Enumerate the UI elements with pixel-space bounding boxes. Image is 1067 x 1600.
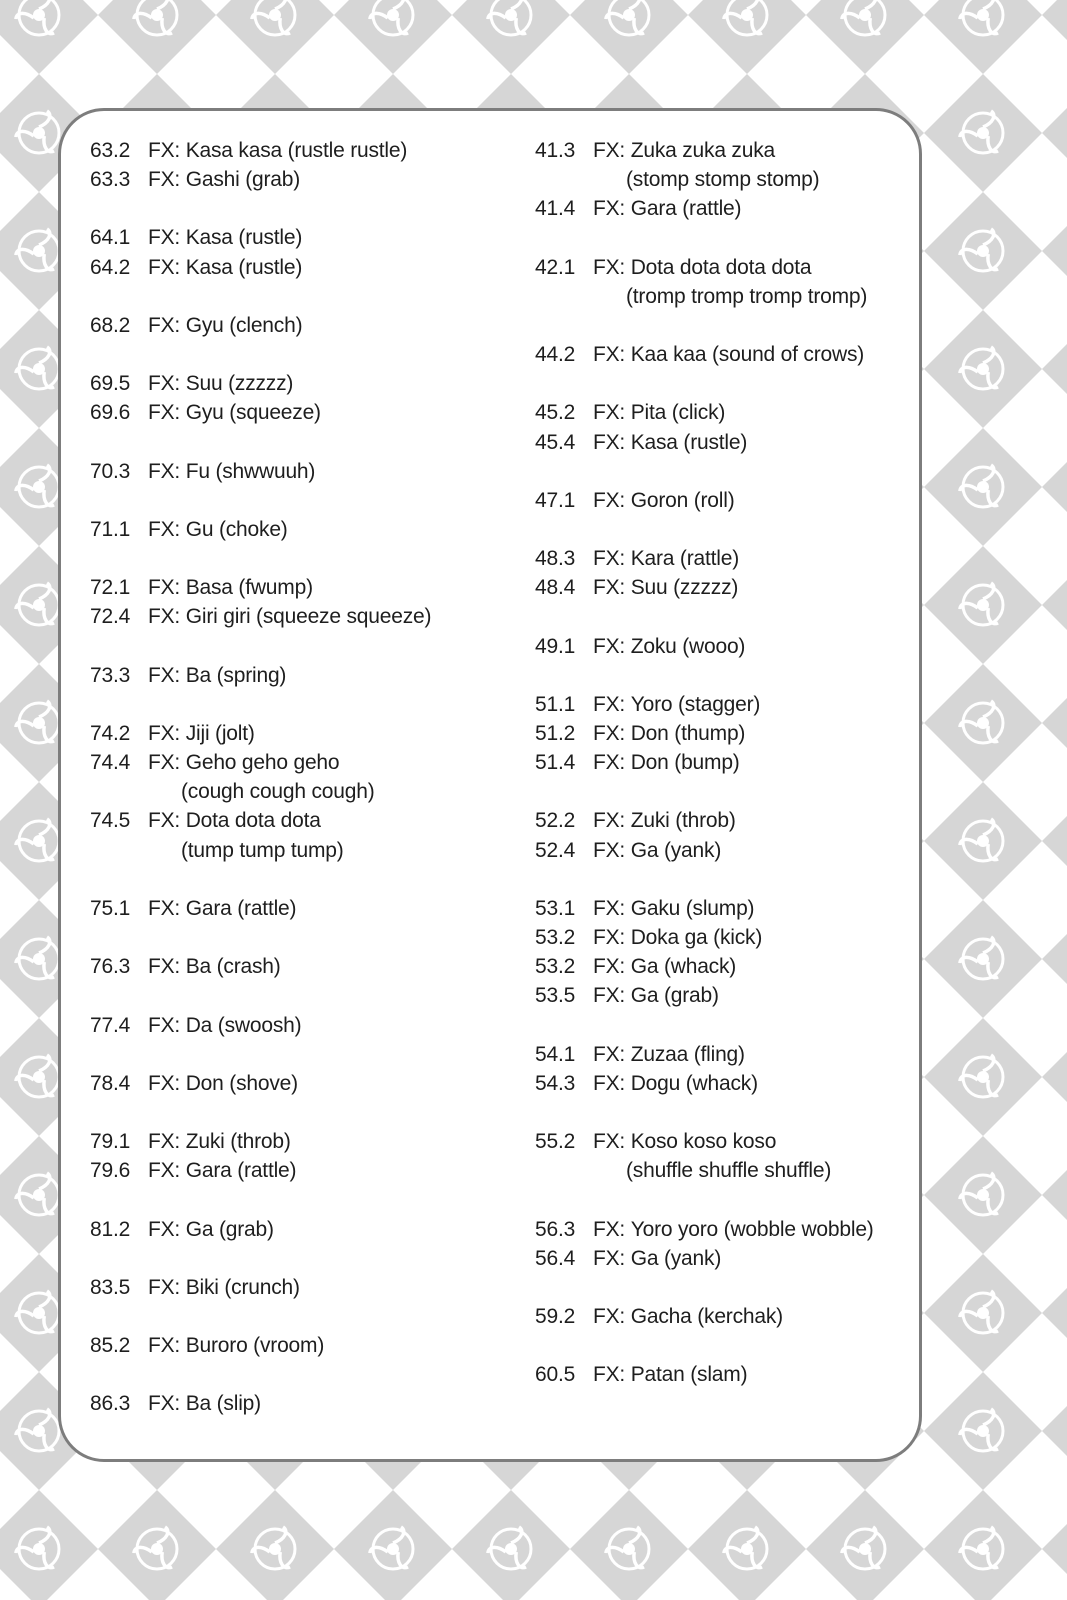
fx-sound: Suu (zzzzz) (630, 576, 739, 600)
fx-prefix: FX: (148, 663, 181, 687)
fx-text (593, 1040, 745, 1069)
fx-sound: Giri giri (squeeze squeeze) (185, 605, 432, 629)
fx-entry (90, 1273, 431, 1302)
page-panel-ref: 64.1 (90, 226, 131, 250)
fx-entry (535, 1215, 874, 1244)
fx-entry (90, 1215, 431, 1244)
fx-entry-continuation (90, 836, 431, 865)
fx-text (593, 632, 745, 661)
fx-prefix: FX: (593, 547, 626, 571)
fx-sound: Don (shove) (185, 1071, 298, 1095)
page-panel-ref: 51.1 (535, 692, 576, 716)
fx-entry (535, 923, 874, 952)
fx-text (593, 253, 811, 282)
group-spacer (535, 777, 874, 806)
fx-prefix: FX: (593, 1042, 626, 1066)
fx-text (148, 894, 296, 923)
fx-sound: Suu (zzzzz) (185, 372, 294, 396)
group-spacer (535, 369, 874, 398)
fx-entry (90, 515, 431, 544)
fx-text (593, 1360, 747, 1389)
group-spacer (535, 1098, 874, 1127)
fx-text (148, 136, 407, 165)
fx-sound: Kasa (rustle) (185, 255, 303, 279)
fx-sound: Gyu (clench) (185, 313, 303, 337)
fx-prefix: FX: (148, 168, 181, 192)
fx-text (148, 253, 302, 282)
page-panel-ref: 41.3 (535, 139, 576, 162)
fx-entry (90, 1156, 431, 1185)
fx-text (593, 894, 754, 923)
fx-prefix: FX: (593, 255, 626, 279)
fx-sound: Goron (roll) (630, 488, 735, 512)
fx-sound: Ba (crash) (185, 955, 281, 979)
fx-text (148, 661, 286, 690)
fx-sound: Yoro yoro (wobble wobble) (630, 1217, 874, 1241)
fx-entry (535, 1302, 874, 1331)
fx-sound: Pita (click) (630, 401, 726, 425)
fx-sound: Kara (rattle) (630, 547, 739, 571)
page-panel-ref: 74.2 (90, 722, 131, 745)
fx-entry (535, 253, 874, 282)
fx-text (593, 952, 736, 981)
group-spacer (535, 223, 874, 252)
fx-prefix: FX: (148, 722, 181, 745)
fx-prefix: FX: (593, 984, 626, 1008)
page-panel-ref: 45.2 (535, 401, 576, 425)
fx-prefix: FX: (148, 139, 181, 162)
fx-prefix: FX: (593, 722, 626, 746)
fx-sound: Dogu (whack) (630, 1071, 758, 1095)
page-panel-ref: 52.2 (535, 809, 576, 833)
fx-entry-continuation (535, 282, 874, 311)
fx-text (593, 1215, 874, 1244)
fx-translation-continued: (cough cough cough) (181, 780, 375, 804)
fx-sound: Geho geho geho (185, 751, 340, 775)
fx-text (148, 1331, 324, 1360)
group-spacer (90, 1185, 431, 1214)
page-panel-ref: 53.2 (535, 955, 576, 979)
fx-sound: Da (swoosh) (185, 1013, 302, 1037)
page-panel-ref: 53.5 (535, 984, 576, 1008)
group-spacer (90, 1098, 431, 1127)
group-spacer (535, 457, 874, 486)
fx-sound: Gashi (grab) (185, 168, 301, 192)
fx-prefix: FX: (593, 692, 626, 716)
fx-text (148, 573, 313, 602)
fx-text (148, 1011, 301, 1040)
fx-column-left (90, 136, 431, 1419)
fx-entry (90, 1127, 431, 1156)
page-panel-ref: 45.4 (535, 430, 576, 454)
fx-prefix: FX: (148, 1334, 181, 1358)
fx-sound: Don (bump) (630, 751, 740, 775)
fx-entry (90, 457, 431, 486)
fx-prefix: FX: (593, 1130, 626, 1154)
fx-prefix: FX: (593, 343, 626, 367)
fx-prefix: FX: (148, 1071, 181, 1095)
fx-prefix: FX: (593, 955, 626, 979)
fx-entry-continuation (90, 777, 431, 806)
fx-text (593, 923, 762, 952)
group-spacer (90, 194, 431, 223)
group-spacer (90, 428, 431, 457)
page-panel-ref: 41.4 (535, 197, 576, 221)
page-panel-ref: 69.6 (90, 401, 131, 425)
group-spacer (535, 865, 874, 894)
fx-sound: Fu (shwwuuh) (185, 459, 316, 483)
fx-text (593, 136, 775, 165)
fx-entry (535, 1360, 874, 1389)
fx-sound: Gacha (kerchak) (630, 1305, 783, 1329)
group-spacer (90, 1040, 431, 1069)
fx-text (148, 719, 255, 748)
fx-sound: Ga (whack) (630, 955, 737, 979)
fx-prefix: FX: (148, 1159, 181, 1183)
fx-text (148, 398, 321, 427)
fx-text (148, 1389, 261, 1418)
fx-text (148, 223, 302, 252)
fx-prefix: FX: (593, 488, 626, 512)
fx-sound: Ga (grab) (185, 1217, 274, 1241)
fx-text (148, 1069, 298, 1098)
fx-entry (535, 1069, 874, 1098)
group-spacer (90, 1302, 431, 1331)
fx-entry (535, 719, 874, 748)
fx-prefix: FX: (593, 896, 626, 920)
fx-text (593, 544, 739, 573)
fx-sound: Kasa kasa (rustle rustle) (185, 139, 408, 162)
fx-sound: Koso koso koso (630, 1130, 777, 1154)
fx-prefix: FX: (148, 809, 181, 833)
fx-text (148, 748, 339, 777)
fx-translation-continued: (tromp tromp tromp tromp) (626, 284, 868, 308)
page-panel-ref: 74.4 (90, 751, 131, 775)
fx-text (593, 806, 736, 835)
fx-text (593, 836, 721, 865)
fx-sound: Zuki (throb) (185, 1130, 291, 1154)
fx-sound: Basa (fwump) (185, 576, 313, 600)
fx-sound: Gara (rattle) (185, 1159, 297, 1183)
fx-sound: Dota dota dota dota (630, 255, 812, 279)
fx-sound: Gara (rattle) (185, 896, 297, 920)
fx-entry (535, 836, 874, 865)
page-panel-ref: 51.2 (535, 722, 576, 746)
page-panel-ref: 48.4 (535, 576, 576, 600)
fx-prefix: FX: (148, 226, 181, 250)
page-panel-ref: 79.6 (90, 1159, 131, 1183)
fx-sound: Ga (grab) (630, 984, 719, 1008)
page-panel-ref: 73.3 (90, 663, 131, 687)
page-panel-ref: 56.4 (535, 1246, 576, 1270)
page-panel-ref: 86.3 (90, 1392, 131, 1416)
fx-sound: Buroro (vroom) (185, 1334, 325, 1358)
page-panel-ref: 60.5 (535, 1363, 576, 1387)
page-panel-ref: 64.2 (90, 255, 131, 279)
fx-sound: Gu (choke) (185, 517, 288, 541)
page-panel-ref: 52.4 (535, 838, 576, 862)
fx-entry (90, 952, 431, 981)
fx-text (593, 719, 745, 748)
fx-prefix: FX: (148, 1013, 181, 1037)
fx-text (148, 1273, 300, 1302)
group-spacer (90, 1360, 431, 1389)
fx-text (148, 311, 302, 340)
fx-entry (90, 748, 431, 777)
fx-prefix: FX: (593, 751, 626, 775)
fx-text (593, 428, 747, 457)
fx-translation-continued: (tump tump tump) (181, 838, 344, 862)
page-panel-ref: 72.1 (90, 576, 131, 600)
fx-entry (535, 632, 874, 661)
group-spacer (535, 661, 874, 690)
group-spacer (535, 1331, 874, 1360)
group-spacer (90, 1244, 431, 1273)
fx-entry (90, 719, 431, 748)
fx-entry (535, 1244, 874, 1273)
page-panel-ref: 75.1 (90, 896, 131, 920)
group-spacer (535, 1011, 874, 1040)
fx-sound: Zuki (throb) (630, 809, 736, 833)
fx-prefix: FX: (593, 576, 626, 600)
fx-entry (535, 690, 874, 719)
fx-prefix: FX: (593, 1305, 626, 1329)
group-spacer (90, 340, 431, 369)
fx-prefix: FX: (148, 313, 181, 337)
fx-entry (90, 894, 431, 923)
fx-prefix: FX: (148, 459, 181, 483)
fx-text (593, 573, 738, 602)
page-panel-ref: 79.1 (90, 1130, 131, 1154)
page-panel-ref: 53.1 (535, 896, 576, 920)
fx-prefix: FX: (148, 372, 181, 396)
group-spacer (90, 632, 431, 661)
page-panel-ref: 47.1 (535, 488, 576, 512)
fx-sound: Don (thump) (630, 722, 746, 746)
fx-prefix: FX: (593, 1071, 626, 1095)
page-panel-ref: 54.3 (535, 1071, 576, 1095)
fx-sound: Doka ga (kick) (630, 926, 763, 950)
fx-text (593, 194, 741, 223)
fx-text (148, 457, 315, 486)
fx-prefix: FX: (148, 1275, 181, 1299)
page-panel-ref: 54.1 (535, 1042, 576, 1066)
page-panel-ref: 55.2 (535, 1130, 576, 1154)
fx-text (593, 1302, 783, 1331)
fx-entry (90, 223, 431, 252)
fx-prefix: FX: (148, 1217, 181, 1241)
fx-entry (90, 661, 431, 690)
page-panel-ref: 49.1 (535, 634, 576, 658)
page-panel-ref: 71.1 (90, 517, 131, 541)
fx-sound: Kasa (rustle) (630, 430, 748, 454)
fx-sound: Zuka zuka zuka (630, 139, 775, 162)
group-spacer (90, 923, 431, 952)
group-spacer (535, 515, 874, 544)
fx-text (148, 806, 321, 835)
fx-prefix: FX: (148, 1130, 181, 1154)
fx-sound: Kaa kaa (sound of crows) (630, 343, 865, 367)
fx-prefix: FX: (148, 401, 181, 425)
fx-entry (90, 1331, 431, 1360)
group-spacer (90, 282, 431, 311)
fx-sound: Yoro (stagger) (630, 692, 761, 716)
fx-text (148, 515, 288, 544)
fx-entry (535, 748, 874, 777)
fx-prefix: FX: (593, 197, 626, 221)
fx-entry (90, 1011, 431, 1040)
fx-sound: Jiji (jolt) (185, 722, 255, 745)
fx-entry (90, 1069, 431, 1098)
fx-entry (90, 311, 431, 340)
group-spacer (535, 311, 874, 340)
fx-entry (535, 486, 874, 515)
page-panel-ref: 77.4 (90, 1013, 131, 1037)
fx-sound: Biki (crunch) (185, 1275, 300, 1299)
fx-translation-continued: (stomp stomp stomp) (626, 168, 820, 192)
fx-entry (90, 369, 431, 398)
fx-entry (535, 340, 874, 369)
group-spacer (90, 865, 431, 894)
fx-sound: Dota dota dota (185, 809, 321, 833)
fx-entry (90, 602, 431, 631)
fx-sound: Gaku (slump) (630, 896, 755, 920)
fx-entry (535, 952, 874, 981)
fx-prefix: FX: (593, 926, 626, 950)
page-panel-ref: 53.2 (535, 926, 576, 950)
fx-entry (535, 1040, 874, 1069)
fx-prefix: FX: (593, 1363, 626, 1387)
fx-prefix: FX: (148, 1392, 181, 1416)
page-panel-ref: 85.2 (90, 1334, 131, 1358)
fx-text (593, 398, 725, 427)
page-panel-ref: 56.3 (535, 1217, 576, 1241)
fx-text (593, 1244, 721, 1273)
fx-prefix: FX: (148, 751, 181, 775)
fx-entry (90, 253, 431, 282)
page-panel-ref: 42.1 (535, 255, 576, 279)
group-spacer (535, 602, 874, 631)
page-panel-ref: 48.3 (535, 547, 576, 571)
fx-prefix: FX: (593, 634, 626, 658)
fx-entry (535, 544, 874, 573)
fx-prefix: FX: (593, 838, 626, 862)
fx-prefix: FX: (148, 255, 181, 279)
fx-entry (535, 136, 874, 165)
fx-sound: Zuzaa (fling) (630, 1042, 745, 1066)
fx-entry-continuation (535, 165, 874, 194)
page-panel-ref: 70.3 (90, 459, 131, 483)
fx-text (148, 1156, 296, 1185)
page-panel-ref: 68.2 (90, 313, 131, 337)
fx-sound: Gara (rattle) (630, 197, 742, 221)
fx-entry (535, 573, 874, 602)
page-panel-ref: 83.5 (90, 1275, 131, 1299)
fx-entry (535, 194, 874, 223)
fx-entry (90, 573, 431, 602)
fx-prefix: FX: (148, 517, 181, 541)
fx-prefix: FX: (593, 809, 626, 833)
fx-entry (535, 981, 874, 1010)
fx-text (148, 165, 300, 194)
fx-text (593, 748, 740, 777)
fx-entry (535, 806, 874, 835)
fx-sound: Ba (slip) (185, 1392, 261, 1416)
page-panel-ref: 59.2 (535, 1305, 576, 1329)
page-panel-ref: 76.3 (90, 955, 131, 979)
fx-prefix: FX: (593, 401, 626, 425)
fx-sound: Ga (yank) (630, 1246, 722, 1270)
fx-translation-continued: (shuffle shuffle shuffle) (626, 1159, 832, 1183)
group-spacer (535, 1273, 874, 1302)
fx-sound: Patan (slam) (630, 1363, 748, 1387)
fx-prefix: FX: (148, 955, 181, 979)
fx-sound: Ba (spring) (185, 663, 287, 687)
group-spacer (535, 1185, 874, 1214)
page-panel-ref: 69.5 (90, 372, 131, 396)
group-spacer (90, 690, 431, 719)
page-panel-ref: 78.4 (90, 1071, 131, 1095)
page-panel-ref: 72.4 (90, 605, 131, 629)
fx-entry-continuation (535, 1156, 874, 1185)
fx-sound: Ga (yank) (630, 838, 722, 862)
fx-prefix: FX: (593, 1217, 626, 1241)
fx-text (593, 981, 719, 1010)
fx-text (148, 602, 431, 631)
fx-prefix: FX: (593, 430, 626, 454)
group-spacer (90, 544, 431, 573)
page-panel-ref: 81.2 (90, 1217, 131, 1241)
fx-column-right (535, 136, 874, 1390)
fx-entry (535, 428, 874, 457)
fx-text (148, 369, 293, 398)
fx-entry (535, 398, 874, 427)
group-spacer (90, 981, 431, 1010)
fx-entry (90, 806, 431, 835)
fx-text (593, 340, 864, 369)
page-panel-ref: 63.2 (90, 139, 131, 162)
page-panel-ref: 74.5 (90, 809, 131, 833)
fx-prefix: FX: (148, 576, 181, 600)
fx-sound: Zoku (wooo) (630, 634, 746, 658)
fx-prefix: FX: (148, 605, 181, 629)
group-spacer (90, 486, 431, 515)
fx-entry (90, 398, 431, 427)
page-panel-ref: 44.2 (535, 343, 576, 367)
fx-entry (535, 894, 874, 923)
fx-sound: Kasa (rustle) (185, 226, 303, 250)
fx-text (593, 1069, 758, 1098)
fx-prefix: FX: (593, 139, 626, 162)
fx-text (148, 952, 281, 981)
page-panel-ref: 51.4 (535, 751, 576, 775)
fx-entry (90, 165, 431, 194)
fx-text (148, 1127, 291, 1156)
fx-entry (90, 136, 431, 165)
page-panel-ref: 63.3 (90, 168, 131, 192)
fx-sound: Gyu (squeeze) (185, 401, 321, 425)
fx-prefix: FX: (593, 1246, 626, 1270)
fx-text (148, 1215, 274, 1244)
fx-entry (535, 1127, 874, 1156)
fx-text (593, 486, 735, 515)
fx-entry (90, 1389, 431, 1418)
fx-text (593, 1127, 776, 1156)
fx-prefix: FX: (148, 896, 181, 920)
fx-text (593, 690, 760, 719)
